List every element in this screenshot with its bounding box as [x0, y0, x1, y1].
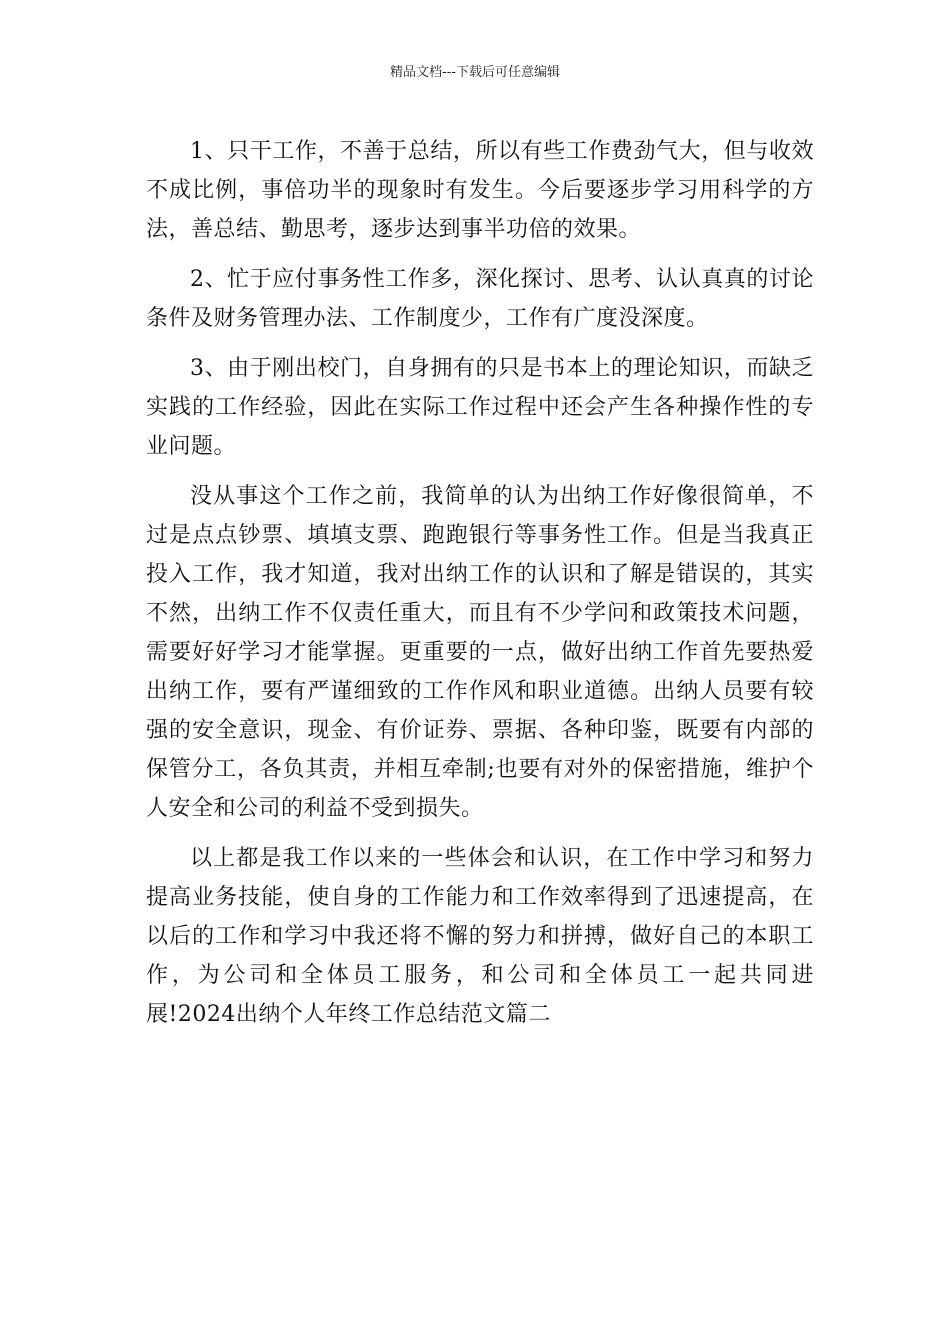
paragraph-5: 以上都是我工作以来的一些体会和认识，在工作中学习和努力提高业务技能，使自身的工作能力和工作效率得到了迅速提高，在以后的工作和学习中我还将不懈的努力和拼搏，做好自己的本职工作，为公司和全体员工服务，和公司和全体员工一起共同进展!2024出纳个人年终工作总结范文篇二	[146, 846, 814, 1027]
paragraph-1: 1、只干工作，不善于总结，所以有些工作费劲气大，但与收效不成比例，事倍功半的现象时有发生。今后要逐步学习用科学的方法，善总结、勤思考，逐步达到事半功倍的效果。	[146, 139, 814, 242]
page-header: 精品文档---下载后可任意编辑	[389, 65, 561, 80]
document-body	[146, 132, 814, 1034]
paragraph-3: 3、由于刚出校门，自身拥有的只是书本上的理论知识，而缺乏实践的工作经验，因此在实际工作过程中还会产生各种操作性的专业问题。	[146, 356, 814, 459]
paragraph-2: 2、忙于应付事务性工作多，深化探讨、思考、认认真真的讨论条件及财务管理办法、工作制度少，工作有广度没深度。	[146, 267, 814, 331]
paragraph-4: 没从事这个工作之前，我简单的认为出纳工作好像很简单，不过是点点钞票、填填支票、跑跑银行等事务性工作。但是当我真正投入工作，我才知道，我对出纳工作的认识和了解是错误的，其实不然，出纳工作不仅责任重大，而且有不少学问和政策技术问题，需要好好学习才能掌握。更重要的一点，做好出纳工作首先要热爱出纳工作，要有严谨细致的工作作风和职业道德。出纳人员要有较强的安全意识，现金、有价证券、票据、各种印鉴，既要有内部的保管分工，各负其责，并相互牵制;也要有对外的保密措施，维护个人安全和公司的利益不受到损失。	[146, 484, 814, 821]
